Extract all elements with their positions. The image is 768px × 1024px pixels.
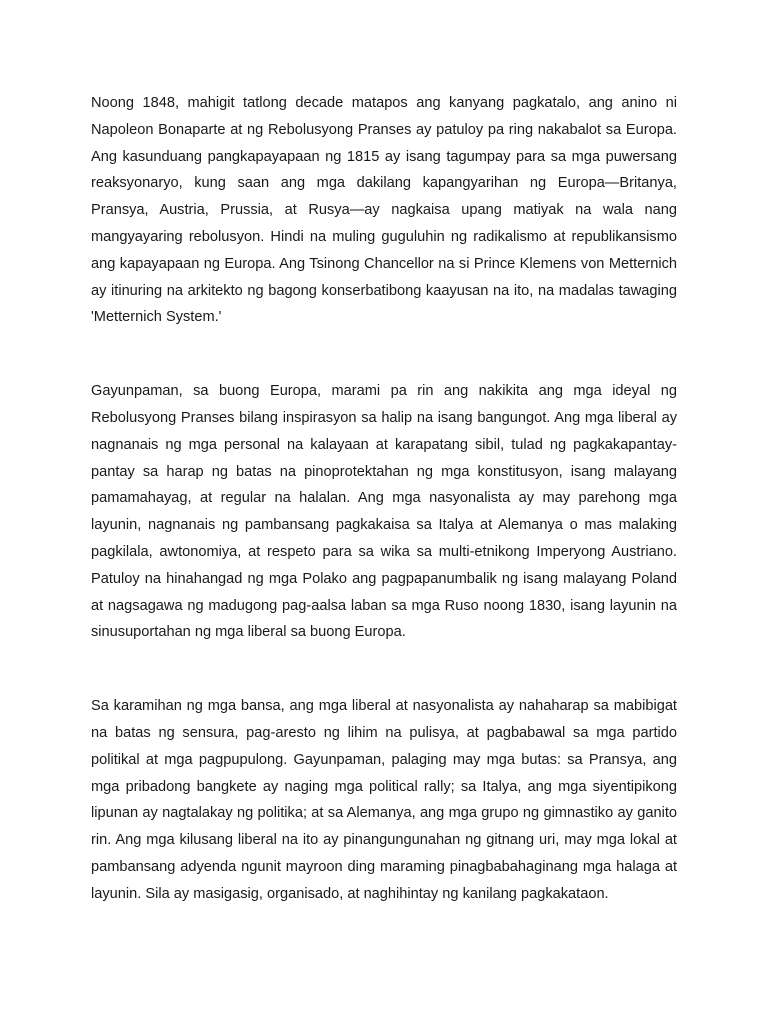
paragraph-2: Gayunpaman, sa buong Europa, marami pa rin ang nakikita ang mga ideyal ng Rebolusyong Pranses bilang inspirasyon sa halip na isang bangungot. Ang mga liberal ay nagnanais ng mga personal na kalayaan at karapatang sibil, tulad ng pagkakapantay-pantay sa harap ng batas na pinoprotektahan ng mga konstitusyon, isang malayang pamamahayag, at regular na halalan. Ang mga nasyonalista ay may parehong mga layunin, nagnanais ng pambansang pagkakaisa sa Italya at Alemanya o mas malaking pagkilala, awtonomiya, at respeto para sa wika sa multi-etnikong Imperyong Austriano. Patuloy na hinahangad ng mga Polako ang pagpapanumbalik ng isang malayang Poland at nagsagawa ng madugong pag-aalsa laban sa mga Ruso noong 1830, isang layunin na sinusuportahan ng mga liberal sa buong Europa.	[91, 383, 677, 641]
paragraph-3: Sa karamihan ng mga bansa, ang mga liberal at nasyonalista ay nahaharap sa mabibigat na batas ng sensura, pag-aresto ng lihim na pulisya, at pagbabawal sa mga partido politikal at mga pagpupulong. Gayunpaman, palaging may mga butas: sa Pransya, ang mga pribadong bangkete ay naging mga political rally; sa Italya, ang mga siyentipikong lipunan ay nagtalakay ng politika; at sa Alemanya, ang mga grupo ng gimnastiko ay ganito rin. Ang mga kilusang liberal na ito ay pinangungunahan ng gitnang uri, may mga lokal at pambansang adyenda ngunit mayroon ding maraming pinagbabahaginang mga halaga at layunin. Sila ay masigasig, organisado, at naghihintay ng kanilang pagkakataon.	[91, 698, 677, 902]
paragraph-1: Noong 1848, mahigit tatlong decade matapos ang kanyang pagkatalo, ang anino ni Napoleon Bonaparte at ng Rebolusyong Pranses ay patuloy pa ring nakabalot sa Europa. Ang kasunduang pangkapayapaan ng 1815 ay isang tagumpay para sa mga puwersang reaksyonaryo, kung saan ang mga dakilang kapangyarihan ng Europa—Britanya, Pransya, Austria, Prussia, at Rusya—ay nagkaisa upang matiyak na wala nang mangyayaring rebolusyon. Hindi na muling guguluhin ng radikalismo at republikansismo ang kapayapaan ng Europa. Ang Tsinong Chancellor na si Prince Klemens von Metternich ay itinuring na arkitekto ng bagong konserbatibong kaayusan na ito, na madalas tawaging 'Metternich System.'	[91, 95, 677, 326]
body-text	[91, 90, 677, 908]
